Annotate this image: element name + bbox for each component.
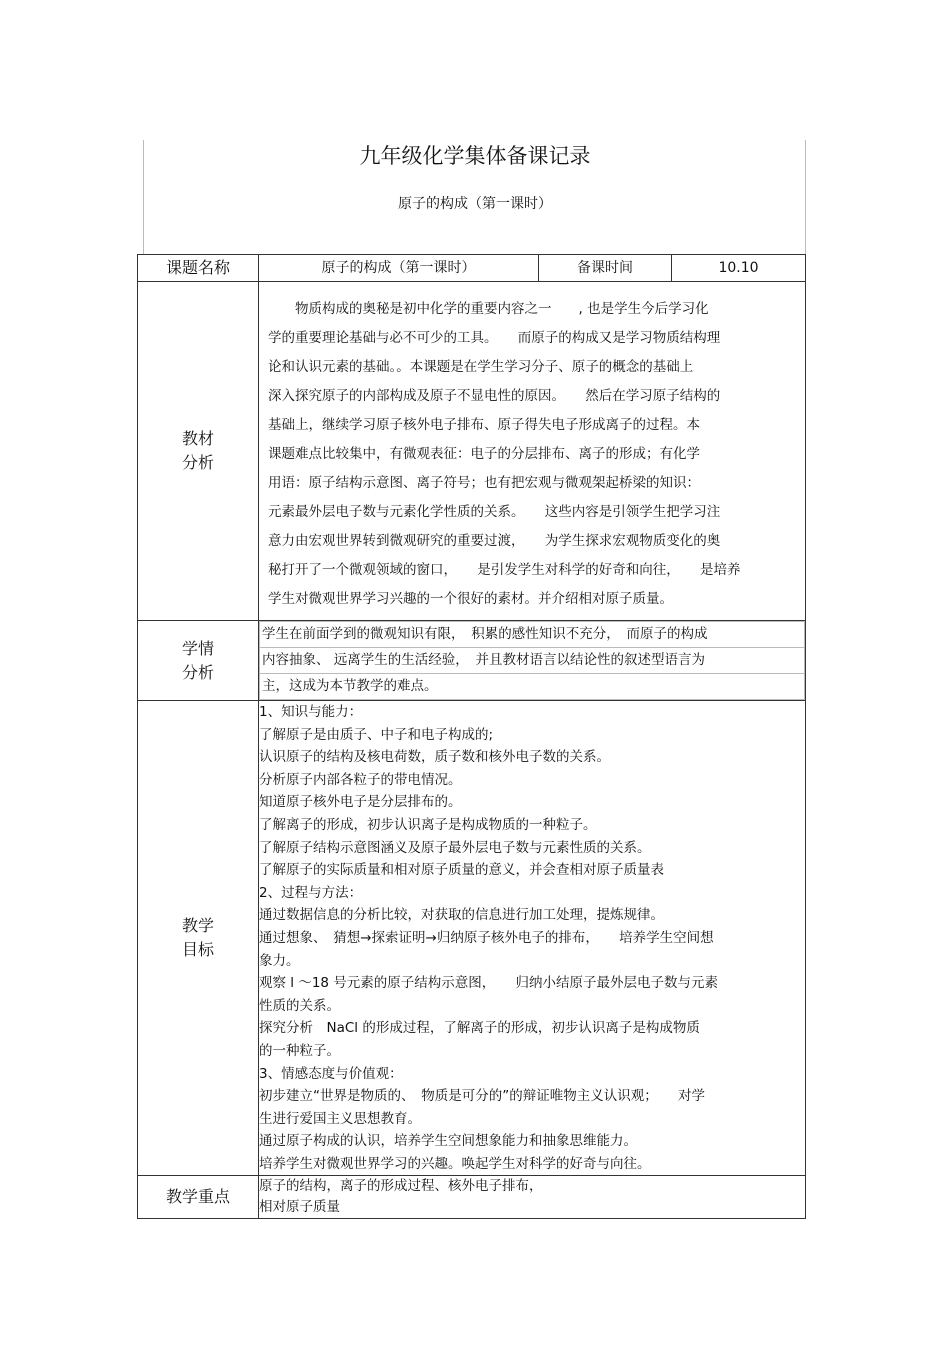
goal-line: 培养学生对微观世界学习的兴趣。唤起学生对科学的好奇与向往。	[259, 1155, 651, 1172]
goal-line: 通过数据信息的分析比较，对获取的信息进行加工处理，提炼规律。	[259, 907, 664, 924]
material-label-line1: 教材	[181, 429, 214, 448]
material-line: 学的重要理论基础与必不可少的工具。 而原子的构成又是学习物质结构理	[268, 330, 721, 346]
students-line: 学生在前面学到的微观知识有限， 积累的感性知识不充分， 而原子的构成	[259, 621, 805, 648]
topic-row	[138, 255, 806, 282]
key-point-line: 相对原子质量	[259, 1199, 340, 1216]
material-line: 用语：原子结构示意图、离子符号；也有把宏观与微观架起桥梁的知识：	[268, 475, 700, 491]
material-line: 深入探究原子的内部构成及原子不显电性的原因。 然后在学习原子结构的	[268, 388, 721, 404]
students-row	[138, 621, 806, 701]
date-label: 备课时间	[539, 255, 672, 282]
goals-row	[138, 701, 806, 1176]
key-points-content	[259, 1176, 806, 1219]
material-line: 基础上，继续学习原子核外电子排布、原子得失电子形成离子的过程。本	[268, 417, 700, 433]
material-row	[138, 282, 806, 621]
page-title: 九年级化学集体备课记录	[359, 144, 591, 168]
page-subtitle: 原子的构成（第一课时）	[398, 196, 552, 212]
goal-line: 了解原子是由质子、中子和电子构成的;	[259, 726, 494, 743]
students-label-line1: 学情	[181, 638, 214, 658]
material-line: 学生对微观世界学习兴趣的一个很好的素材。并介绍相对原子质量。	[268, 591, 673, 607]
goals-label	[138, 701, 259, 1176]
goal-line: 初步建立“世界是物质的、 物质是可分的”的辩证唯物主义认识观； 对学	[259, 1088, 705, 1105]
material-line: 物质构成的奥秘是初中化学的重要内容之一 , 也是学生今后学习化	[268, 301, 709, 317]
goal-line: 认识原子的结构及核电荷数，质子数和核外电子数的关系。	[259, 749, 610, 766]
goal-line: 探究分析 NaCl 的形成过程，了解离子的形成，初步认识离子是构成物质	[259, 1020, 700, 1037]
lesson-plan-table	[137, 254, 806, 1219]
goal-line: 通过想象、 猜想→探索证明→归纳原子核外电子的排布， 培养学生空间想	[259, 929, 714, 946]
date-value: 10.10	[672, 255, 806, 282]
goal-line: 分析原子内部各粒子的带电情况。	[259, 771, 462, 788]
goal-line: 生进行爱国主义思想教育。	[259, 1110, 421, 1127]
key-points-row	[138, 1176, 806, 1219]
students-line: 内容抽象、 远离学生的生活经验， 并且教材语言以结论性的叙述型语言为	[259, 648, 805, 674]
goals-content	[259, 701, 806, 1176]
goal-line: 观察 l ～18 号元素的原子结构示意图， 归纳小结原子最外层电子数与元素	[259, 975, 719, 992]
material-label-line2: 分析	[181, 453, 214, 472]
goal-line: 性质的关系。	[259, 997, 340, 1014]
goal-line: 通过原子构成的认识，培养学生空间想象能力和抽象思维能力。	[259, 1133, 637, 1150]
key-points-label: 教学重点	[138, 1176, 259, 1219]
goal-line: 象力。	[259, 952, 300, 969]
key-point-line: 原子的结构，离子的形成过程、核外电子排布，	[259, 1178, 543, 1195]
goal-line: 1、知识与能力：	[259, 704, 363, 720]
students-line: 主，这成为本节教学的难点。	[259, 674, 805, 700]
goal-line: 知道原子核外电子是分层排布的。	[259, 794, 462, 811]
students-label-line2: 分析	[181, 662, 214, 682]
goal-line: 了解离子的形成，初步认识离子是构成物质的一种粒子。	[259, 816, 597, 833]
students-label	[138, 621, 259, 701]
goal-line: 了解原子的实际质量和相对原子质量的意义，并会查相对原子质量表	[259, 862, 664, 879]
topic-label: 课题名称	[138, 255, 259, 282]
goal-line: 的一种粒子。	[259, 1042, 340, 1059]
material-line: 意力由宏观世界转到微观研究的重要过渡， 为学生探求宏观物质变化的奥	[268, 533, 721, 549]
topic-value: 原子的构成（第一课时）	[259, 255, 539, 282]
goal-line: 2、过程与方法：	[259, 884, 363, 901]
goals-label-line1: 教学	[181, 916, 214, 936]
material-content	[259, 282, 806, 621]
goals-label-line2: 目标	[181, 940, 214, 960]
material-line: 元素最外层电子数与元素化学性质的关系。 这些内容是引领学生把学习注	[268, 504, 721, 520]
goal-line: 了解原子结构示意图涵义及原子最外层电子数与元素性质的关系。	[259, 839, 651, 856]
students-content	[259, 621, 806, 701]
material-line: 课题难点比较集中，有微观表征：电子的分层排布、离子的形成；有化学	[268, 446, 700, 462]
goal-line: 3、情感态度与价值观：	[259, 1065, 403, 1082]
material-line: 论和认识元素的基础。。本课题是在学生学习分子、原子的概念的基础上	[268, 359, 694, 375]
material-label	[138, 282, 259, 621]
material-line: 秘打开了一个微观领域的窗口， 是引发学生对科学的好奇和向往， 是培养	[268, 562, 741, 578]
